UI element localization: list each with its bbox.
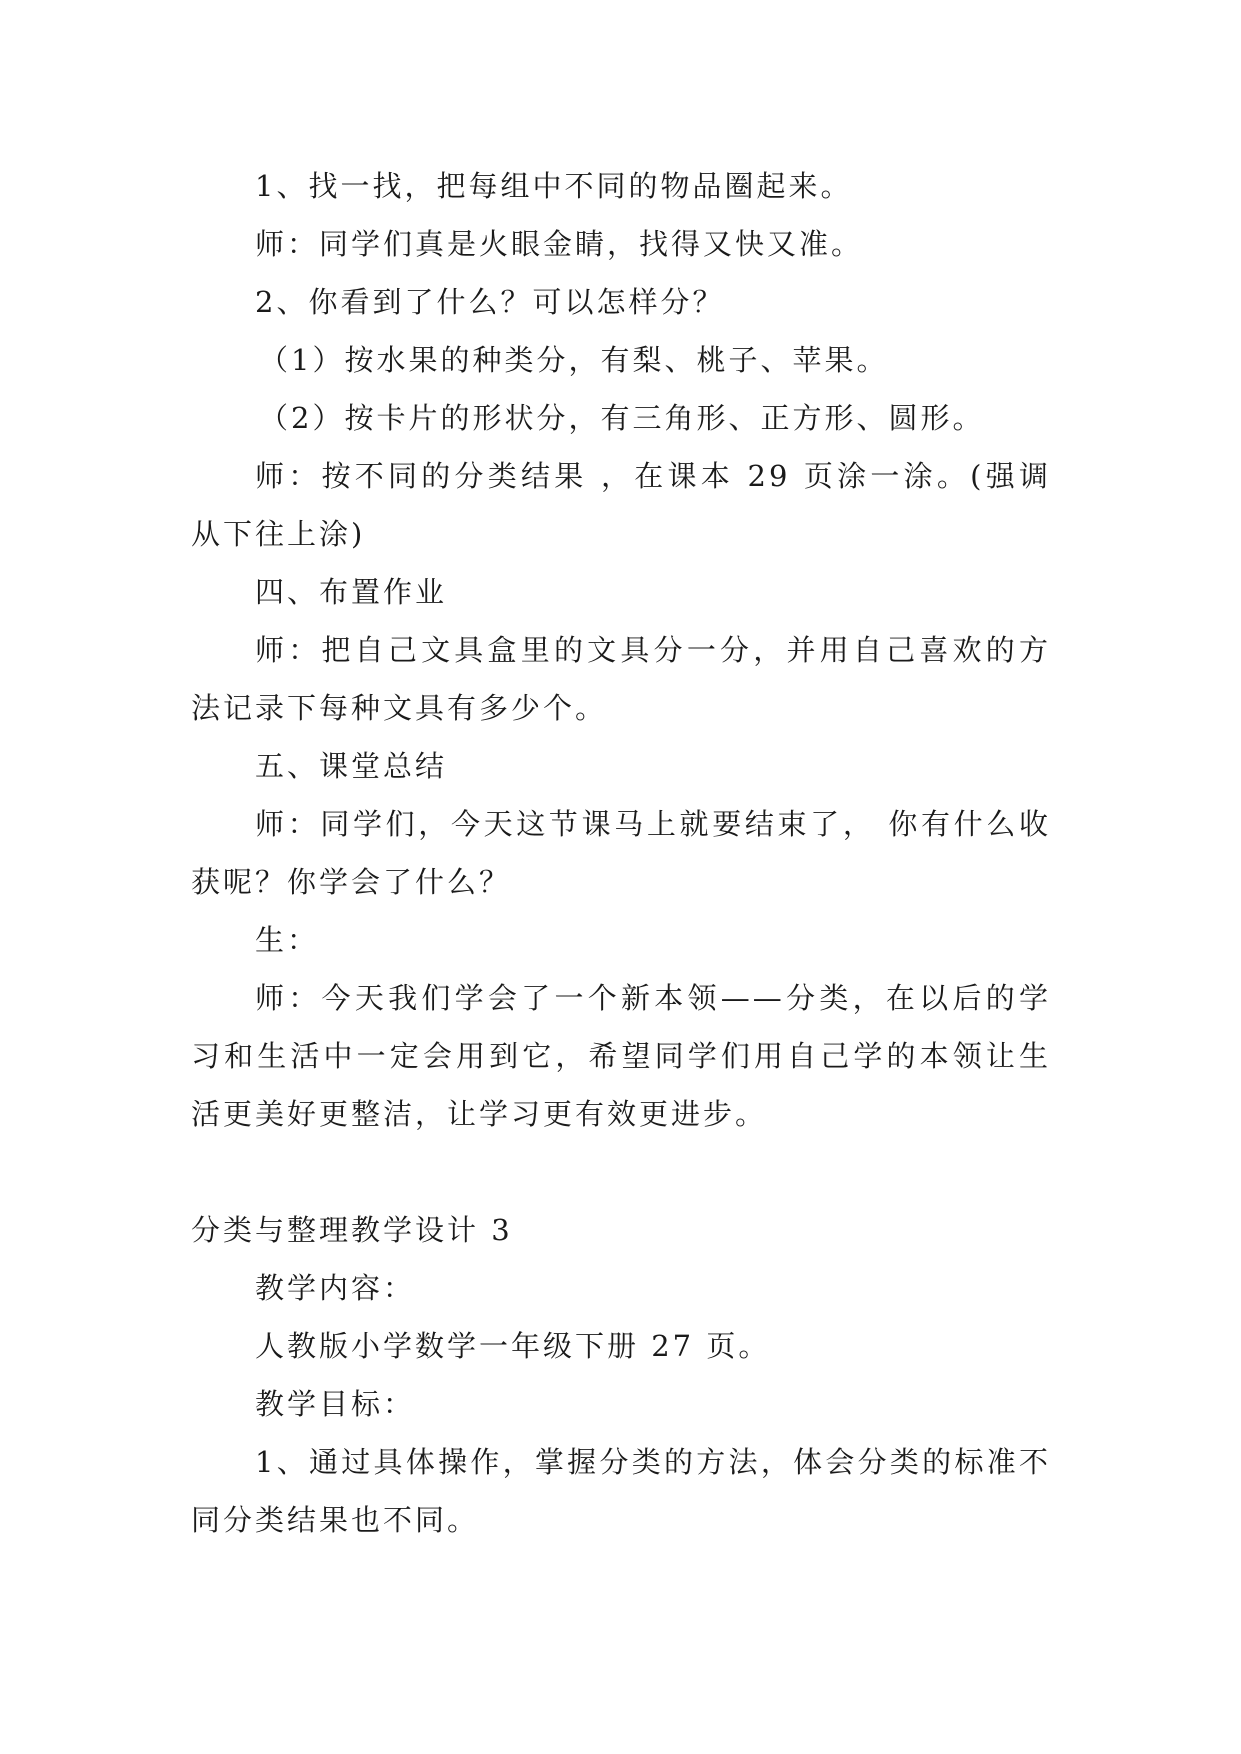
paragraph-teacher-question: 师：同学们，今天这节课马上就要结束了， 你有什么收获呢？你学会了什么？ (191, 807, 1051, 899)
paragraph-goal-one: 1、通过具体操作，掌握分类的方法，体会分类的标准不同分类结果也不同。 (191, 1445, 1051, 1537)
paragraph-sort-by-fruit: （1）按水果的种类分，有梨、桃子、苹果。 (259, 343, 889, 377)
section-gap (191, 1143, 1051, 1201)
heading-lesson-summary: 五、课堂总结 (255, 749, 448, 783)
heading-homework: 四、布置作业 (255, 575, 448, 609)
section-title: 分类与整理教学设计 3 (191, 1213, 513, 1247)
heading-teaching-content: 教学内容： (255, 1271, 416, 1305)
paragraph-sort-by-shape: （2）按卡片的形状分，有三角形、正方形、圆形。 (259, 401, 985, 435)
paragraph-teacher-praise: 师：同学们真是火眼金睛，找得又快又准。 (255, 227, 864, 261)
paragraph-student: 生： (255, 923, 320, 957)
document-page (191, 157, 1051, 1549)
paragraph-teacher-conclusion: 师：今天我们学会了一个新本领——分类，在以后的学习和生活中一定会用到它，希望同学们用自己学的本领让生活更美好更整洁，让学习更有效更进步。 (191, 981, 1051, 1131)
paragraph-textbook-page: 人教版小学数学一年级下册 27 页。 (255, 1329, 771, 1363)
paragraph-find-items: 1、找一找，把每组中不同的物品圈起来。 (255, 169, 853, 203)
paragraph-homework: 师：把自己文具盒里的文具分一分，并用自己喜欢的方法记录下每种文具有多少个。 (191, 633, 1051, 725)
paragraph-question-how-to-sort: 2、你看到了什么？可以怎样分？ (255, 285, 725, 319)
heading-teaching-goals: 教学目标： (255, 1387, 416, 1421)
paragraph-color-textbook: 师：按不同的分类结果 ，在课本 29 页涂一涂。(强调从下往上涂) (191, 459, 1051, 551)
